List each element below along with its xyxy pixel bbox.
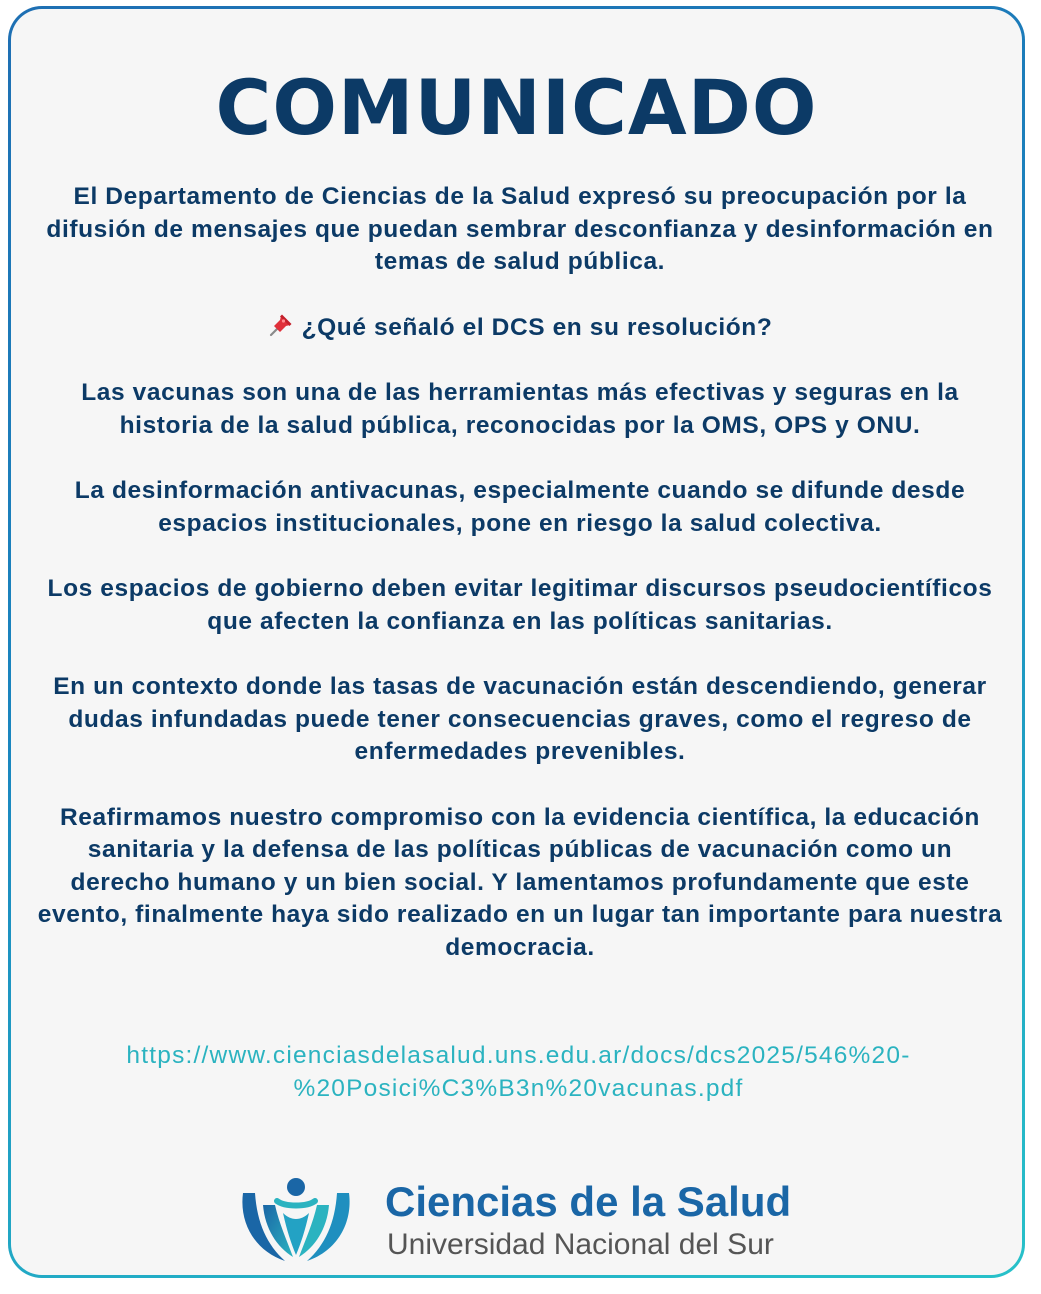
link-line-2[interactable]: %20Posici%C3%B3n%20vacunas.pdf xyxy=(293,1075,744,1102)
announcement-card xyxy=(11,9,1022,1275)
question-paragraph xyxy=(35,312,1005,345)
pushpin-icon xyxy=(268,312,294,338)
point-government-spaces: Los espacios de gobierno deben evitar legitimar discursos pseudocientíficos que afecten la confianza en las políticas sanitarias. xyxy=(47,575,993,635)
point-disinformation-risk: La desinformación antivacunas, especialmente cuando se difunde desde espacios institucionales, pone en riesgo la salud colectiva. xyxy=(74,477,966,537)
logo-mark-icon xyxy=(235,1171,357,1267)
logo-subtitle: Universidad Nacional del Sur xyxy=(387,1228,774,1261)
document-link[interactable] xyxy=(31,1039,1006,1105)
link-line-1[interactable]: https://www.cienciasdelasalud.uns.edu.ar/docs/dcs2025/546%20- xyxy=(126,1042,911,1069)
logo-title: Ciencias de la Salud xyxy=(385,1178,792,1225)
announcement-body xyxy=(35,181,1005,997)
point-commitment: Reafirmamos nuestro compromiso con la evidencia científica, la educación sanitaria y la defensa de las políticas públicas de vacunación como un derecho humano y un bien social. Y lamentamos profundamente que este evento, finalmente haya sido realizado en un lugar tan importante para nuestra democracia. xyxy=(37,803,1003,961)
point-vaccines-effective: Las vacunas son una de las herramientas más efectivas y seguras en la historia de la salud pública, reconocidas por la OMS, OPS y ONU. xyxy=(81,379,959,439)
card-border xyxy=(8,6,1025,1278)
page-title: COMUNICADO xyxy=(215,63,818,152)
intro-paragraph: El Departamento de Ciencias de la Salud expresó su preocupación por la difusión de mensajes que puedan sembrar desconfianza y desinformación en temas de salud pública. xyxy=(46,183,994,275)
point-declining-rates: En un contexto donde las tasas de vacunación están descendiendo, generar dudas infundadas puede tener consecuencias graves, como el regreso de enfermedades prevenibles. xyxy=(53,673,987,765)
question-text: ¿Qué señaló el DCS en su resolución? xyxy=(301,313,773,341)
institution-logo xyxy=(235,1171,835,1271)
